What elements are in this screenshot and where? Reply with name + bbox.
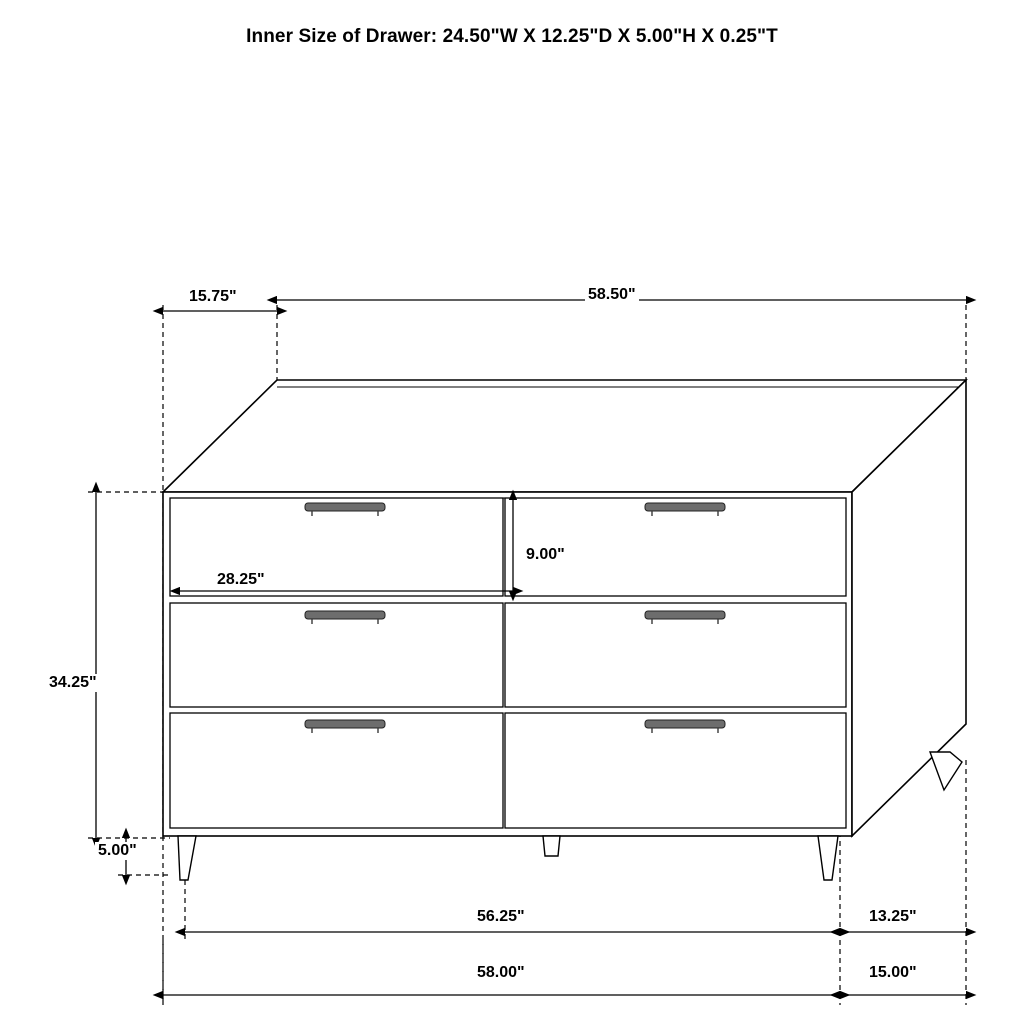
label-depth-overall: 15.00" (866, 964, 920, 982)
drawer-pull-handle[interactable] (305, 503, 385, 511)
label-drawer-inner-height: 9.00" (523, 546, 568, 564)
label-height-total: 34.25" (46, 674, 100, 692)
leg-rear-right (930, 752, 962, 790)
drawer-pull-handle[interactable] (305, 720, 385, 728)
drawer-pull-handle[interactable] (645, 611, 725, 619)
page-title: Inner Size of Drawer: 24.50"W X 12.25"D X 5.00"H X 0.25"T (246, 26, 778, 47)
drawer-pull-handle[interactable] (645, 720, 725, 728)
label-width-top: 58.50" (585, 286, 639, 304)
label-depth-top: 15.75" (186, 288, 240, 306)
drawer-pull-handle[interactable] (645, 503, 725, 511)
leg-front-right (818, 836, 838, 880)
label-drawer-inner-width: 28.25" (214, 571, 268, 589)
label-depth-between-legs: 13.25" (866, 908, 920, 926)
center-support-foot (543, 836, 560, 856)
drawer-pull-handle[interactable] (305, 611, 385, 619)
drawer-front[interactable] (170, 713, 503, 828)
label-width-between-legs: 56.25" (474, 908, 528, 926)
label-width-overall: 58.00" (474, 964, 528, 982)
drawer-grid (170, 498, 846, 828)
dresser-top-panel (163, 380, 966, 492)
label-leg-height: 5.00" (95, 842, 140, 860)
drawer-front[interactable] (505, 713, 846, 828)
leg-front-left (178, 836, 196, 880)
